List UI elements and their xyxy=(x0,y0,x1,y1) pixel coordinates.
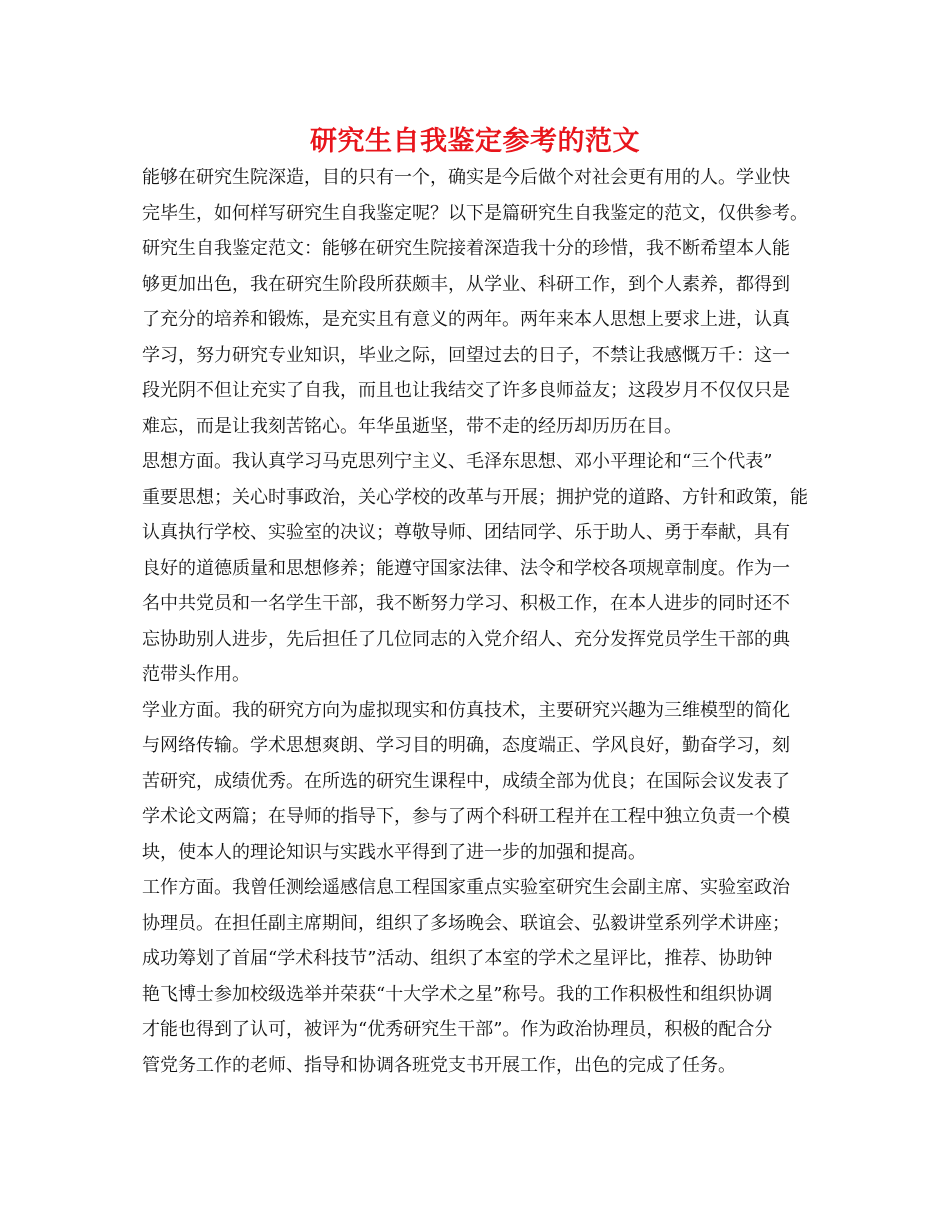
paragraph xyxy=(142,444,822,693)
text-line: 段光阴不但让充实了自我，而且也让我结交了许多良师益友；这段岁月不仅仅只是 xyxy=(142,380,790,401)
text-line: 认真执行学校、实验室的决议；尊敬导师、团结同学、乐于助人、勇于奉献，具有 xyxy=(142,522,790,543)
text-line: 名中共党员和一名学生干部，我不断努力学习、积极工作，在本人进步的同时还不 xyxy=(142,593,790,614)
text-line: 协理员。在担任副主席期间，组织了多场晚会、联谊会、弘毅讲堂系列学术讲座； xyxy=(142,912,790,934)
text-line: 工作方面。我曾任测绘遥感信息工程国家重点实验室研究生会副主席、实验室政治 xyxy=(142,877,790,898)
text-line: 块，使本人的理论知识与实践水平得到了进一步的加强和提高。 xyxy=(142,841,646,863)
paragraph xyxy=(142,870,822,1083)
text-line: 苦研究，成绩优秀。在所选的研究生课程中，成绩全部为优良；在国际会议发表了 xyxy=(142,770,790,792)
document-body xyxy=(142,160,822,1083)
text-line: 重要思想；关心时事政治，关心学校的改革与开展；拥护党的道路、方针和政策，能 xyxy=(142,486,808,508)
text-line: 研究生自我鉴定范文：能够在研究生院接着深造我十分的珍惜，我不断希望本人能 xyxy=(142,238,790,259)
text-line: 学习，努力研究专业知识，毕业之际，回望过去的日子，不禁让我感慨万千：这一 xyxy=(142,344,790,366)
text-line: 思想方面。我认真学习马克思列宁主义、毛泽东思想、邓小平理论和“三个代表” xyxy=(142,451,773,472)
text-line: 良好的道德质量和思想修养；能遵守国家法律、法令和学校各项规章制度。作为一 xyxy=(142,557,790,579)
text-line: 范带头作用。 xyxy=(142,664,250,685)
paragraph xyxy=(142,160,822,231)
text-line: 学术论文两篇；在导师的指导下，参与了两个科研工程并在工程中独立负责一个模 xyxy=(142,806,790,827)
text-line: 够更加出色，我在研究生阶段所获颇丰，从学业、科研工作，到个人素养，都得到 xyxy=(142,273,790,295)
text-line: 艳飞博士参加校级选举并荣获“十大学术之星”称号。我的工作积极性和组织协调 xyxy=(142,983,773,1005)
text-line: 忘协助别人进步，先后担任了几位同志的入党介绍人、充分发挥党员学生干部的典 xyxy=(142,628,790,650)
text-line: 管党务工作的老师、指导和协调各班党支书开展工作，出色的完成了任务。 xyxy=(142,1054,736,1076)
paragraph xyxy=(142,693,822,871)
text-line: 了充分的培养和锻炼，是充实且有意义的两年。两年来本人思想上要求上进，认真 xyxy=(142,309,790,330)
text-line: 难忘，而是让我刻苦铭心。年华虽逝坚，带不走的经历却历历在目。 xyxy=(142,415,682,437)
paragraph xyxy=(142,231,822,444)
text-line: 与网络传输。学术思想爽朗、学习目的明确，态度端正、学风良好，勤奋学习，刻 xyxy=(142,735,790,756)
text-line: 完毕生，如何样写研究生自我鉴定呢？以下是篇研究生自我鉴定的范文，仅供参考。 xyxy=(142,202,808,224)
text-line: 能够在研究生院深造，目的只有一个，确实是今后做个对社会更有用的人。学业快 xyxy=(142,167,790,188)
text-line: 才能也得到了认可，被评为“优秀研究生干部”。作为政治协理员，积极的配合分 xyxy=(142,1019,773,1040)
text-line: 学业方面。我的研究方向为虚拟现实和仿真技术，主要研究兴趣为三维模型的简化 xyxy=(142,699,790,721)
document-title: 研究生自我鉴定参考的范文 xyxy=(310,126,640,157)
text-line: 成功筹划了首届“学术科技节”活动、组织了本室的学术之星评比，推荐、协助钟 xyxy=(142,948,773,969)
